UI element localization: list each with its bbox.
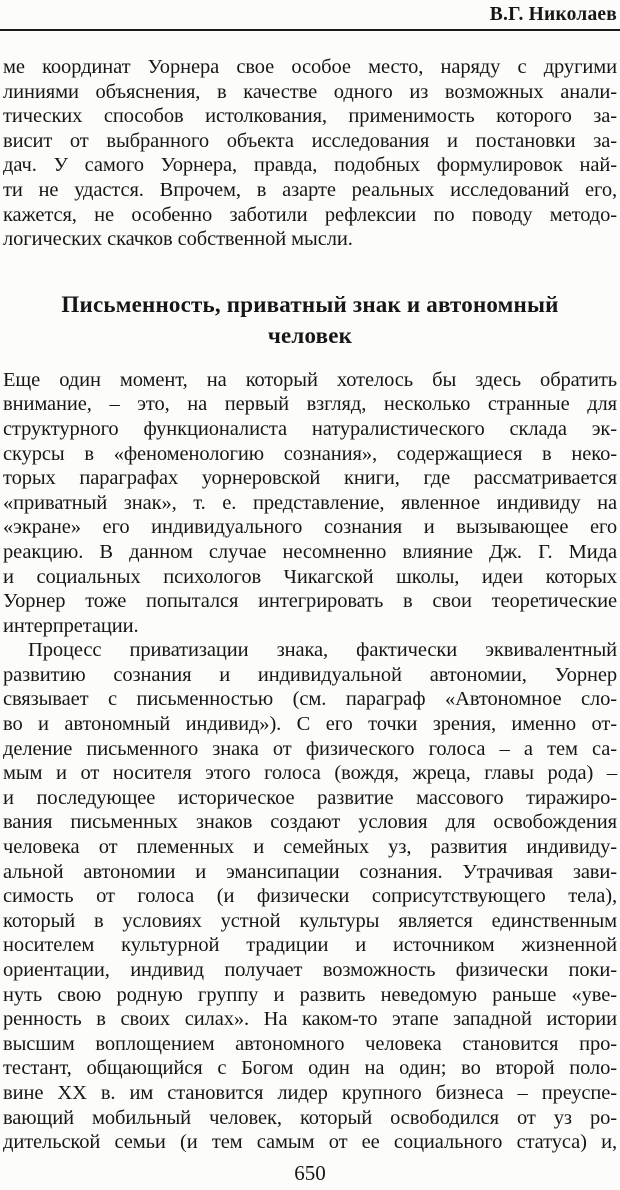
paragraph — [3, 55, 617, 252]
text-line: дач. У самого Уорнера, правда, подобных формулировок най- — [3, 154, 617, 177]
text-line: вания письменных знаков создают условия для освобождения — [3, 811, 617, 834]
paragraph — [3, 368, 617, 639]
running-header-author: В.Г. Николаев — [489, 4, 617, 25]
text-line: ориентации, индивид получает возможность физически поки- — [3, 959, 617, 981]
text-line: альной автономии и эмансипации сознания. Утрачивая зави- — [3, 860, 617, 883]
text-line: во и автономный индивид»). С его точки зрения, именно от- — [3, 713, 617, 736]
running-header — [0, 0, 620, 27]
text-line: реакцию. В данном случае несомненно влияние Дж. Г. Мида — [3, 540, 617, 563]
text-line: интерпретации. — [3, 614, 139, 637]
page-footer — [0, 1161, 620, 1185]
text-line: вающий мобильный человек, который освободился от уз ро- — [3, 1106, 617, 1129]
text-line: дительской семьи (и тем самым от ее социального статуса) и, — [3, 1131, 617, 1154]
text-line: Уорнер тоже попытался интегрировать в свои теоретические — [3, 590, 617, 613]
section-heading — [3, 289, 617, 351]
text-line: высшим воплощением автономного человека становится про- — [3, 1032, 617, 1055]
continuation-text — [3, 55, 617, 252]
text-line: деление письменного знака от физического голоса – а тем са- — [3, 737, 617, 760]
text-line: тических способов истолкования, применимость которого за- — [3, 105, 617, 128]
text-line: структурного функционалиста натуралистического склада эк- — [3, 417, 617, 440]
text-line: человека от племенных и семейных уз, развития индивиду- — [3, 836, 617, 859]
text-line: логических скачков собственной мысли. — [3, 228, 353, 251]
text-line: который в условиях устной культуры является единственным — [3, 909, 617, 932]
text-line: ме координат Уорнера свое особое место, наряду с другими — [3, 56, 617, 78]
text-line: носителем культурной традиции и источником жизненной — [3, 934, 617, 957]
text-line: Процесс приватизации знака, фактически эквивалентный — [28, 639, 617, 662]
paragraph — [3, 638, 617, 1154]
section-heading-line: Письменность, приватный знак и автономный — [61, 291, 559, 317]
section-text — [3, 368, 617, 1155]
text-line: торых параграфах уорнеровской книги, где рассматривается — [3, 467, 617, 490]
text-line: Еще один момент, на который хотелось бы здесь обратить — [3, 368, 617, 391]
text-line: «приватный знак», т. е. представление, явленное индивиду на — [3, 491, 617, 514]
section-heading-line: человек — [267, 322, 353, 348]
page-body — [0, 55, 620, 1155]
text-line: ренность в своих силах». На каком-то этапе западной истории — [3, 1008, 617, 1031]
text-line: тестант, общающийся с Богом один на один; во второй поло- — [3, 1057, 617, 1080]
text-line: висит от выбранного объекта исследования и постановки за- — [3, 129, 617, 152]
text-line: и социальных психологов Чикагской школы, идеи которых — [3, 565, 617, 588]
text-line: ти не удастся. Впрочем, в азарте реальных исследований его, — [3, 178, 617, 201]
text-line: «экране» его индивидуального сознания и вызывающее его — [3, 516, 617, 539]
text-line: развитию сознания и индивидуальной автономии, Уорнер — [3, 663, 617, 686]
text-line: линиями объяснения, в качестве одного из возможных анали- — [3, 80, 617, 103]
header-rule — [0, 29, 620, 31]
text-line: нуть свою родную группу и развить неведомую раньше «уве- — [3, 983, 617, 1006]
text-line: и последующее историческое развитие массового тиражиро- — [3, 786, 617, 809]
text-line: внимание, – это, на первый взгляд, несколько странные для — [3, 393, 617, 416]
text-line: связывает с письменностью (см. параграф «Автономное сло- — [3, 688, 617, 711]
page-number: 650 — [294, 1161, 326, 1185]
text-line: симость от голоса (и физически соприсутствующего тела), — [3, 885, 617, 908]
text-line: кажется, не особенно заботили рефлексии по поводу методо- — [3, 203, 617, 226]
text-line: вине XX в. им становится лидер крупного бизнеса – преуспе- — [3, 1081, 617, 1104]
text-line: скурсы в «феноменологию сознания», содержащиеся в неко- — [3, 442, 617, 465]
text-line: мым и от носителя этого голоса (вождя, жреца, главы рода) – — [3, 762, 617, 785]
